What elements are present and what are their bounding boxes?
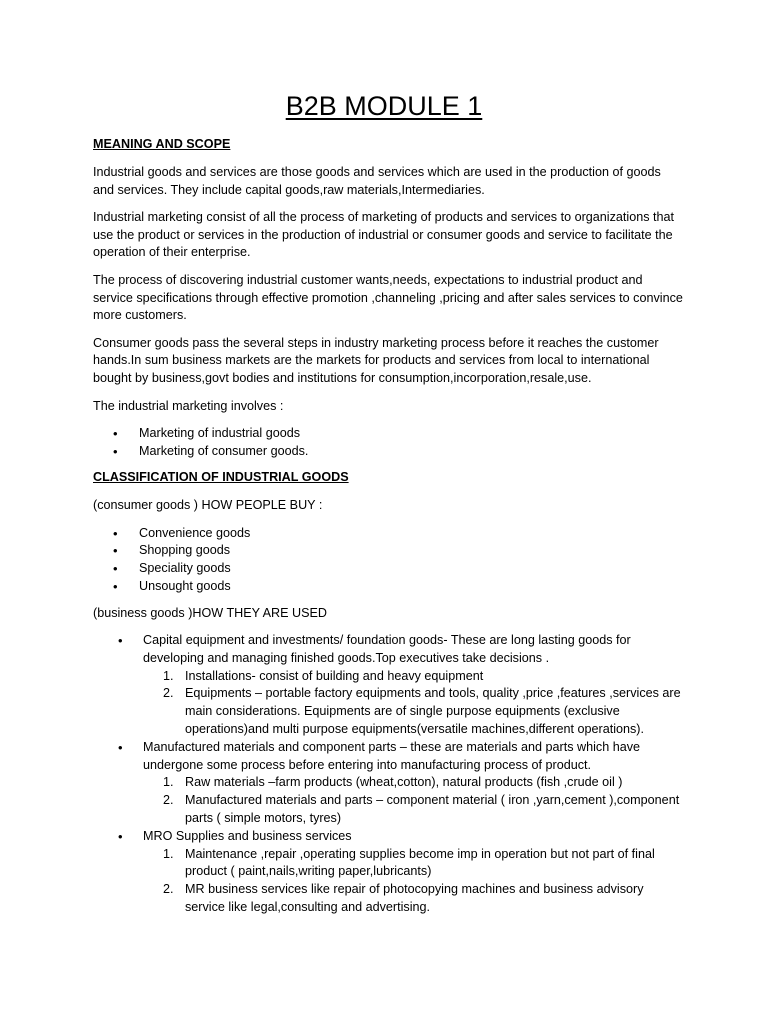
sub-item-text: Equipments – portable factory equipments and tools, quality ,price ,features ,services are main considerations. Equipments are of single purpose equipments (exclusive operations)and multi purpose equipments(versatile machines,different operations).	[185, 686, 681, 737]
section-heading-meaning: MEANING AND SCOPE	[93, 137, 231, 151]
list-item-text: MRO Supplies and business services	[143, 828, 352, 843]
list-item-text: Capital equipment and investments/ foundation goods- These are long lasting goods for developing and managing finished goods.Top executives take decisions .	[143, 633, 631, 665]
sub-item-text: Manufactured materials and parts – component material ( iron ,yarn,cement ),component parts ( simple motors, tyres)	[185, 793, 680, 825]
sub-list-item	[143, 792, 683, 828]
list-item: • Speciality goods	[93, 560, 683, 578]
list-item	[93, 739, 683, 828]
document-title: B2B MODULE 1	[285, 91, 483, 121]
sub-list	[143, 668, 683, 739]
sub-item-text: Installations- consist of building and heavy equipment	[185, 668, 484, 683]
sub-item-text: Maintenance ,repair ,operating supplies become imp in operation but not part of final product ( paint,nails,writing paper,lubricants)	[185, 846, 655, 879]
paragraph: Industrial goods and services are those goods and services which are used in the production of goods and services. They include capital goods,raw materials,Intermediaries.	[93, 164, 661, 197]
business-intro: (business goods )HOW THEY ARE USED	[93, 605, 327, 620]
item-number: 2.	[163, 686, 174, 701]
paragraph: Industrial marketing consist of all the process of marketing of products and services to organizations that use the product or services in the production of industrial or consumer goods and service to facilitate the operation of their enterprise.	[93, 209, 675, 260]
paragraph: Consumer goods pass the several steps in industry marketing process before it reaches the customer hands.In sum business markets are the markets for products and services from local to international bought by business,govt bodies and institutions for consumption,incorporation,resale,use.	[93, 335, 659, 386]
involves-list	[93, 425, 683, 461]
list-item	[93, 632, 683, 739]
document-body	[93, 136, 683, 926]
sub-list-item	[143, 774, 683, 792]
sub-list	[143, 774, 683, 827]
sub-list-item	[143, 685, 683, 738]
item-number: 2.	[163, 882, 174, 897]
sub-list-item	[143, 881, 683, 917]
list-item: • Marketing of consumer goods.	[93, 443, 683, 461]
consumer-goods-list	[93, 525, 683, 596]
item-number: 1.	[163, 846, 174, 861]
sub-list-item	[143, 846, 683, 882]
item-number: 1.	[163, 668, 174, 683]
list-item: • Unsought goods	[93, 578, 683, 596]
business-goods-list	[93, 632, 683, 917]
sub-list-item	[143, 668, 683, 686]
sub-item-text: MR business services like repair of photocopying machines and business advisory service like legal,consulting and advertising.	[185, 882, 644, 914]
sub-item-text: Raw materials –farm products (wheat,cotton), natural products (fish ,crude oil )	[185, 775, 623, 790]
list-item-text: Manufactured materials and component parts – these are materials and parts which have undergone some process before entering into manufacturing process of product.	[143, 739, 641, 772]
item-number: 2.	[163, 793, 174, 808]
list-item: • Convenience goods	[93, 525, 683, 543]
list-item: • Marketing of industrial goods	[93, 425, 683, 443]
list-item	[93, 828, 683, 917]
item-number: 1.	[163, 775, 174, 790]
paragraph: The process of discovering industrial customer wants,needs, expectations to industrial product and service specifications through effective promotion ,channeling ,pricing and after sales services to convince more customers.	[93, 272, 683, 323]
section-heading-classification: CLASSIFICATION OF INDUSTRIAL GOODS	[93, 470, 349, 485]
consumer-intro: (consumer goods ) HOW PEOPLE BUY :	[93, 498, 323, 513]
sub-list	[143, 846, 683, 917]
involves-intro: The industrial marketing involves :	[93, 398, 284, 413]
list-item: • Shopping goods	[93, 542, 683, 560]
